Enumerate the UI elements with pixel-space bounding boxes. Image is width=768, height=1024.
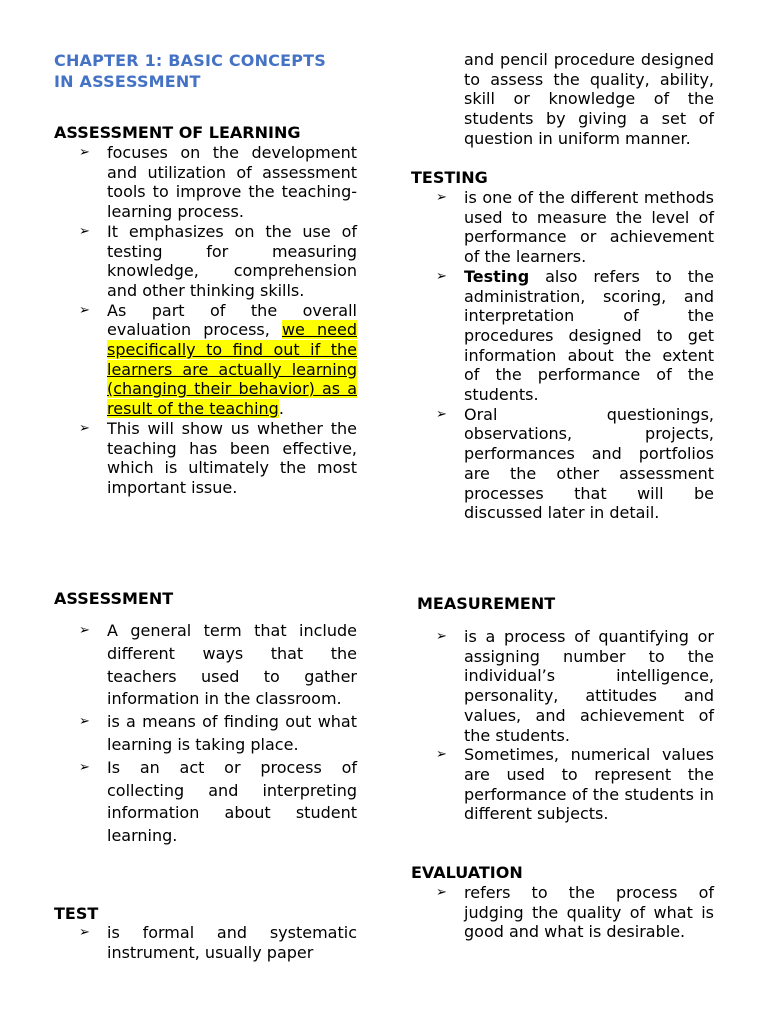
list-item-text: focuses on the development and utilization of assessment tools to improve the teaching-learning process. <box>107 143 357 222</box>
list-item-text: is a means of finding out what learning is taking place. <box>107 712 357 754</box>
list-item-text: This will show us whether the teaching has been effective, which is ultimately the most important issue. <box>107 418 357 497</box>
list-item-text: It emphasizes on the use of testing for measuring knowledge, comprehension and other thinking skills. <box>107 221 357 300</box>
arrow-bullet-icon: ➢ <box>79 223 90 239</box>
list-item-text: is formal and systematic instrument, usually paper <box>107 923 357 962</box>
chapter-title <box>54 50 364 92</box>
heading-assessment-of-learning: ASSESSMENT OF LEARNING <box>54 123 301 142</box>
arrow-bullet-icon: ➢ <box>436 406 447 422</box>
list-item-text: is one of the different methods used to measure the level of performance or achievement of the learners. <box>464 188 714 267</box>
chapter-title-line1: CHAPTER 1: BASIC CONCEPTS <box>54 51 327 70</box>
heading-test: TEST <box>54 904 99 923</box>
arrow-bullet-icon: ➢ <box>79 623 90 638</box>
arrow-bullet-icon: ➢ <box>79 759 90 775</box>
heading-assessment: ASSESSMENT <box>54 589 174 608</box>
list-evaluation <box>411 883 714 942</box>
list-item <box>411 745 714 824</box>
list-item <box>54 143 357 222</box>
bold-term: Testing <box>464 266 530 286</box>
list-item <box>411 267 714 405</box>
arrow-bullet-icon: ➢ <box>436 190 447 205</box>
list-assessment <box>54 620 357 848</box>
list-item <box>411 883 714 942</box>
list-item-text-end: . <box>278 399 284 419</box>
heading-testing: TESTING <box>411 168 488 187</box>
arrow-bullet-icon: ➢ <box>79 925 90 940</box>
arrow-bullet-icon: ➢ <box>79 145 90 160</box>
arrow-bullet-icon: ➢ <box>436 885 447 900</box>
list-item-text: Is an act or process of collecting and interpreting information about student learning. <box>107 757 357 846</box>
list-item <box>54 301 357 419</box>
list-item-text: refers to the process of judging the quality of what is good and what is desirable. <box>464 883 714 942</box>
chapter-title-line2: IN ASSESSMENT <box>54 72 201 91</box>
list-item-text: also refers to the administration, scoring, and interpretation of the procedures designed to get information about the extent of the performance of the students. <box>464 266 714 405</box>
list-assessment-of-learning <box>54 143 357 498</box>
list-item <box>54 419 357 498</box>
heading-measurement: MEASUREMENT <box>417 594 556 613</box>
arrow-bullet-icon: ➢ <box>436 629 447 644</box>
list-item-text: Sometimes, numerical values are used to represent the performance of the students in different subjects. <box>464 745 714 824</box>
arrow-bullet-icon: ➢ <box>79 420 90 436</box>
list-testing <box>411 188 714 523</box>
list-test <box>54 923 357 962</box>
list-item <box>54 222 357 301</box>
list-item <box>54 711 357 757</box>
list-item-text: Oral questionings, observations, projects, performances and portfolios are the other assessment processes that will be discussed later in detail. <box>464 404 714 523</box>
list-item <box>411 627 714 745</box>
heading-evaluation: EVALUATION <box>411 863 523 882</box>
list-item <box>54 620 357 711</box>
highlighted-text: we need specifically to find out if the learners are actually learning (changing their behavior) as a result of the teaching <box>107 320 357 419</box>
arrow-bullet-icon: ➢ <box>436 268 447 284</box>
list-item <box>411 405 714 523</box>
list-measurement <box>411 627 714 824</box>
list-item-text: A general term that include different ways that the teachers used to gather information in the classroom. <box>107 621 357 709</box>
list-item-text: is a process of quantifying or assigning number to the individual’s intelligence, personality, attitudes and values, and achievement of the students. <box>464 627 714 745</box>
arrow-bullet-icon: ➢ <box>79 714 90 730</box>
list-item <box>54 923 357 962</box>
arrow-bullet-icon: ➢ <box>79 302 90 318</box>
list-item-text: As part of the overall evaluation process, <box>107 300 357 340</box>
arrow-bullet-icon: ➢ <box>436 747 447 763</box>
list-item <box>54 757 357 848</box>
test-item-continuation: and pencil procedure designed to assess the quality, ability, skill or knowledge of the students by giving a set of question in uniform manner. <box>464 50 714 148</box>
list-item <box>411 188 714 267</box>
